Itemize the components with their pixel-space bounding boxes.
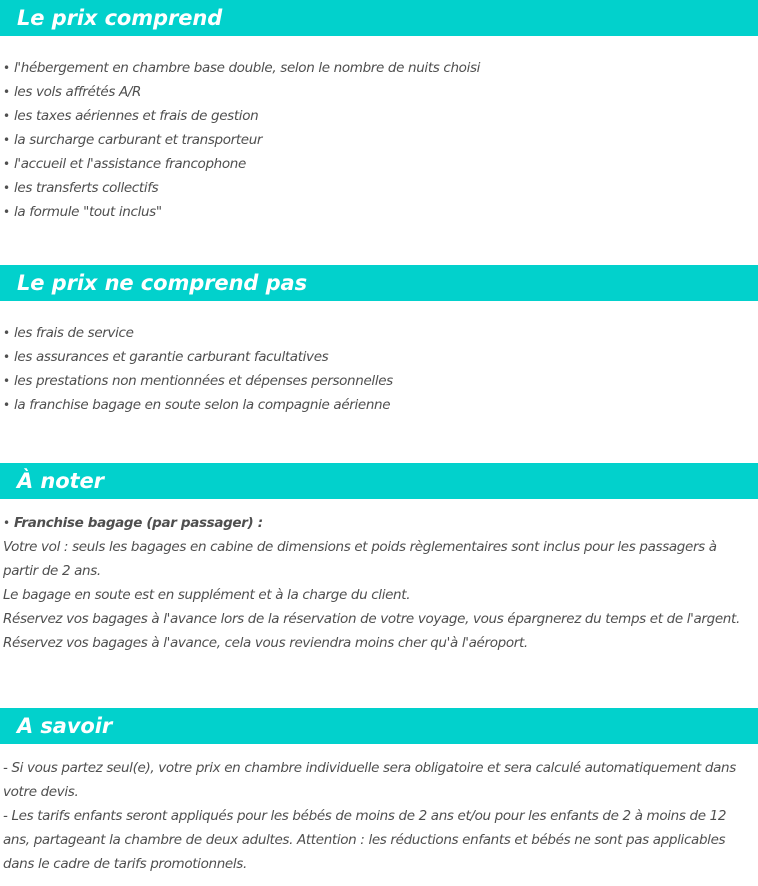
spacer xyxy=(0,36,758,56)
paragraph: Réservez vos bagages à l'avance lors de la réservation de votre voyage, vous épargnerez du temps et de l'argent. xyxy=(3,611,740,627)
list-item: • la surcharge carburant et transporteur xyxy=(3,128,750,152)
spacer xyxy=(0,301,758,321)
spacer xyxy=(0,224,758,265)
section-title: Le prix ne comprend pas xyxy=(17,270,307,295)
section-body-prix-ne-comprend-pas xyxy=(0,321,758,417)
section-header-prix-comprend xyxy=(0,0,758,36)
list-item: • les transferts collectifs xyxy=(3,176,750,200)
list-item: • l'hébergement en chambre base double, selon le nombre de nuits choisi xyxy=(3,56,750,80)
section-header-a-noter xyxy=(0,463,758,499)
spacer xyxy=(0,499,758,511)
list-item: • la formule "tout inclus" xyxy=(3,200,750,224)
list-item: • les vols affrétés A/R xyxy=(3,80,750,104)
spacer xyxy=(0,655,758,708)
list-item: • les taxes aériennes et frais de gestion xyxy=(3,104,750,128)
list-item: • les frais de service xyxy=(3,321,750,345)
list-item: • les prestations non mentionnées et dépenses personnelles xyxy=(3,369,750,393)
paragraph: - Les tarifs enfants seront appliqués pour les bébés de moins de 2 ans et/ou pour les enfants de 2 à moins de 12 ans, partageant la chambre de deux adultes. Attention : les réductions enfants et bébés ne sont pas applicables dans le cadre de tarifs promotionnels. xyxy=(3,808,727,872)
section-body-prix-comprend xyxy=(0,56,758,224)
list-item: • la franchise bagage en soute selon la compagnie aérienne xyxy=(3,393,750,417)
excluded-list xyxy=(3,321,750,417)
section-body-a-savoir xyxy=(0,756,758,876)
list-item: • l'accueil et l'assistance francophone xyxy=(3,152,750,176)
paragraph: Votre vol : seuls les bagages en cabine de dimensions et poids règlementaires sont inclus pour les passagers à partir de 2 ans. xyxy=(3,539,717,579)
spacer xyxy=(0,744,758,756)
paragraph: - Si vous partez seul(e), votre prix en chambre individuelle sera obligatoire et sera calculé automatiquement dans votre devis. xyxy=(3,760,736,800)
list-item: • les assurances et garantie carburant facultatives xyxy=(3,345,750,369)
section-title: À noter xyxy=(17,468,104,493)
spacer xyxy=(0,417,758,463)
paragraph: Le bagage en soute est en supplément et à la charge du client. xyxy=(3,587,411,603)
section-header-a-savoir xyxy=(0,708,758,744)
section-title: Le prix comprend xyxy=(17,5,223,30)
baggage-allowance-lead: • Franchise bagage (par passager) : xyxy=(3,511,750,535)
paragraph: Réservez vos bagages à l'avance, cela vous reviendra moins cher qu'à l'aéroport. xyxy=(3,635,528,651)
section-body-a-noter xyxy=(0,511,758,655)
included-list xyxy=(3,56,750,224)
section-title: A savoir xyxy=(17,713,113,738)
section-header-prix-ne-comprend-pas xyxy=(0,265,758,301)
